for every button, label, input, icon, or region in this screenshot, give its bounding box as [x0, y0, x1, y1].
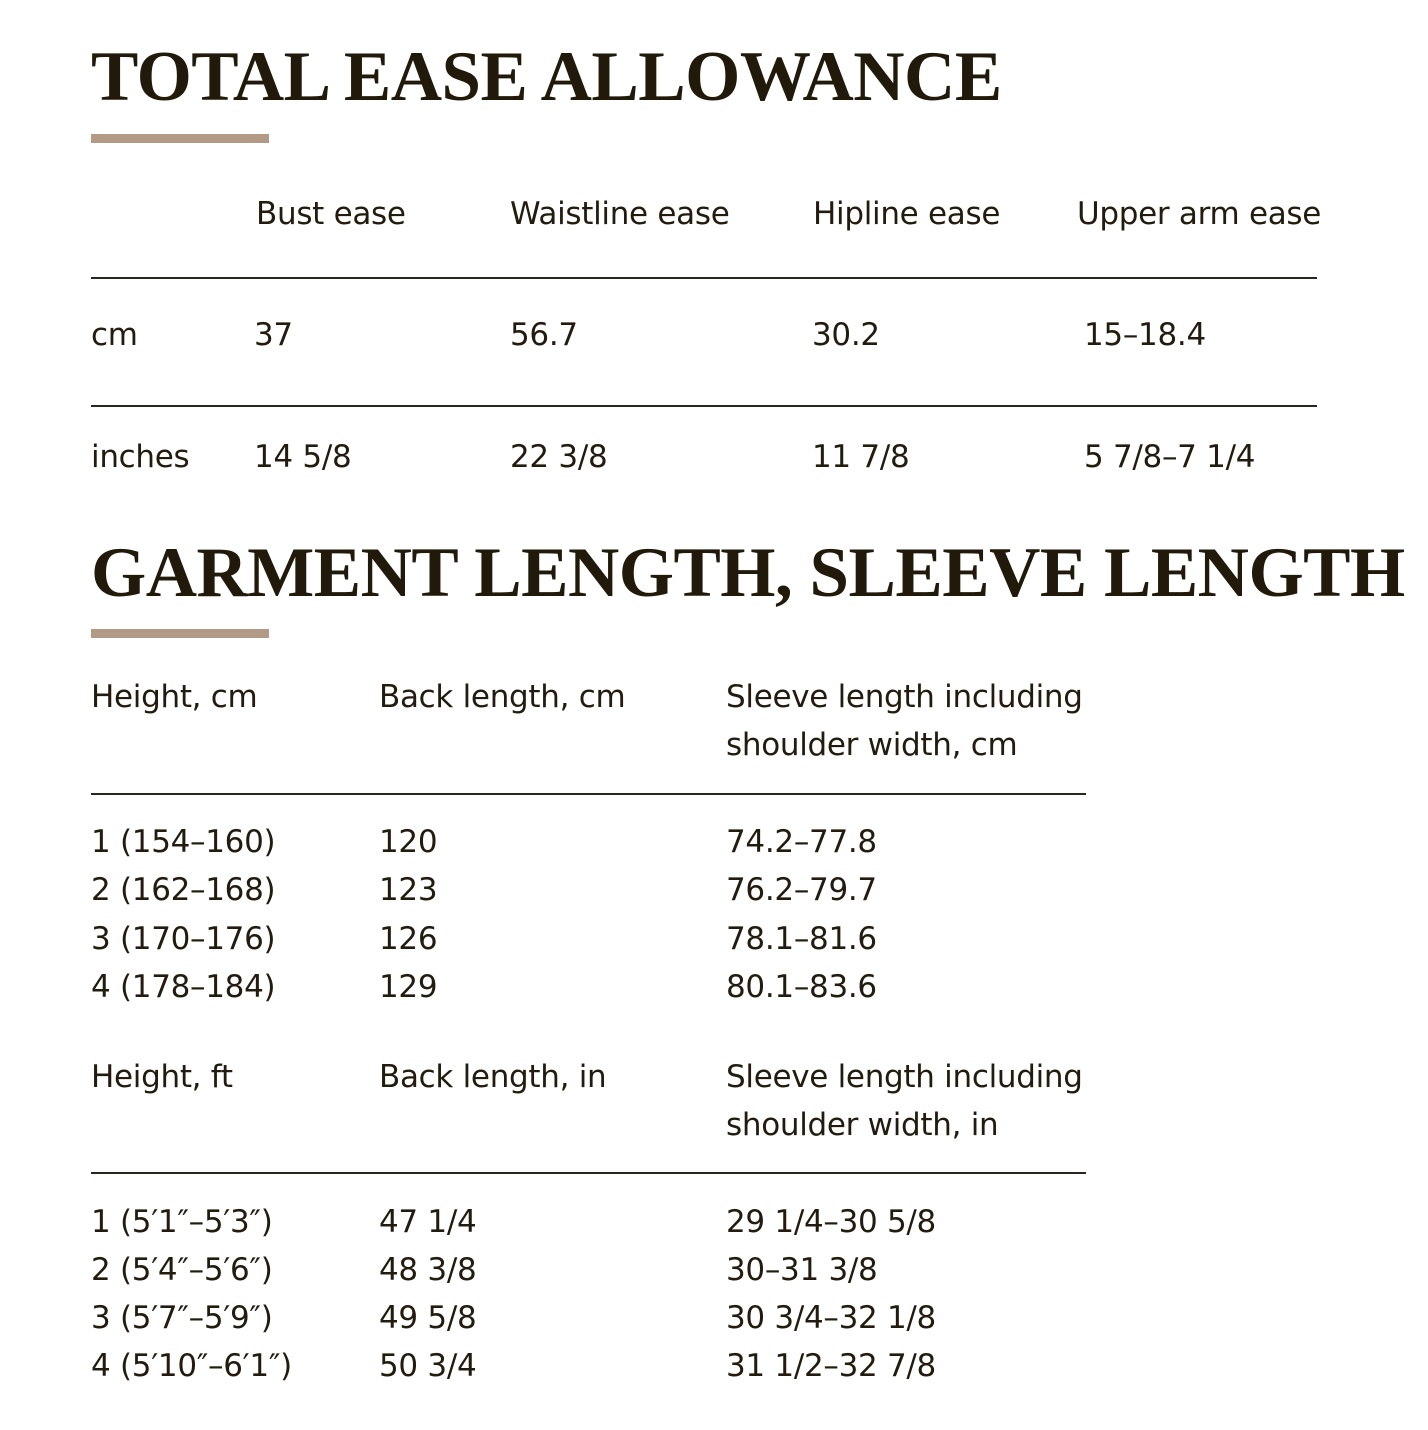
cell-back-length: 48 3/8 — [379, 1252, 477, 1288]
cell-height: 3 (5′7″–5′9″) — [91, 1300, 273, 1336]
cell-sleeve-length: 29 1/4–30 5/8 — [726, 1204, 936, 1240]
cell-sleeve-length: 31 1/2–32 7/8 — [726, 1348, 936, 1384]
cell-hip: 30.2 — [812, 317, 880, 353]
cell-back-length: 49 5/8 — [379, 1300, 477, 1336]
cell-height: 3 (170–176) — [91, 921, 276, 957]
cell-back-length: 123 — [379, 872, 438, 908]
column-header-bust: Bust ease — [256, 196, 406, 232]
column-header-back-length: Back length, cm — [379, 679, 626, 715]
cell-height: 2 (162–168) — [91, 872, 276, 908]
cell-height: 2 (5′4″–5′6″) — [91, 1252, 273, 1288]
cell-back-length: 47 1/4 — [379, 1204, 477, 1240]
table-divider — [91, 405, 1317, 407]
cell-waist: 56.7 — [510, 317, 578, 353]
cell-waist: 22 3/8 — [510, 439, 608, 475]
column-header-waist: Waistline ease — [510, 196, 730, 232]
section-title-ease: TOTAL EASE ALLOWANCE — [91, 38, 1002, 116]
column-header-back-length: Back length, in — [379, 1059, 607, 1095]
column-header-sleeve-length: Sleeve length including — [726, 679, 1083, 715]
column-header-height: Height, ft — [91, 1059, 233, 1095]
cell-height: 4 (5′10″–6′1″) — [91, 1348, 292, 1384]
cell-sleeve-length: 80.1–83.6 — [726, 969, 877, 1005]
column-header-sleeve-length-line2: shoulder width, in — [726, 1107, 999, 1143]
cell-bust: 14 5/8 — [254, 439, 352, 475]
cell-sleeve-length: 30 3/4–32 1/8 — [726, 1300, 936, 1336]
cell-sleeve-length: 78.1–81.6 — [726, 921, 877, 957]
row-unit-label: cm — [91, 317, 138, 353]
section-title-length: GARMENT LENGTH, SLEEVE LENGTH — [91, 534, 1405, 612]
cell-upper-arm: 5 7/8–7 1/4 — [1084, 439, 1256, 475]
cell-back-length: 126 — [379, 921, 438, 957]
cell-hip: 11 7/8 — [812, 439, 910, 475]
cell-sleeve-length: 30–31 3/8 — [726, 1252, 878, 1288]
column-header-sleeve-length-line2: shoulder width, cm — [726, 727, 1018, 763]
cell-back-length: 120 — [379, 824, 438, 860]
title-accent-bar — [91, 629, 269, 638]
column-header-hip: Hipline ease — [813, 196, 1001, 232]
title-accent-bar — [91, 134, 269, 143]
cell-height: 1 (5′1″–5′3″) — [91, 1204, 273, 1240]
cell-sleeve-length: 74.2–77.8 — [726, 824, 877, 860]
cell-height: 4 (178–184) — [91, 969, 276, 1005]
table-divider — [91, 793, 1086, 795]
cell-upper-arm: 15–18.4 — [1084, 317, 1206, 353]
table-divider — [91, 277, 1317, 279]
table-divider — [91, 1172, 1086, 1174]
column-header-height: Height, cm — [91, 679, 258, 715]
cell-back-length: 50 3/4 — [379, 1348, 477, 1384]
column-header-sleeve-length: Sleeve length including — [726, 1059, 1083, 1095]
cell-back-length: 129 — [379, 969, 438, 1005]
cell-height: 1 (154–160) — [91, 824, 276, 860]
cell-sleeve-length: 76.2–79.7 — [726, 872, 877, 908]
cell-bust: 37 — [254, 317, 293, 353]
row-unit-label: inches — [91, 439, 190, 475]
column-header-upper-arm: Upper arm ease — [1077, 196, 1322, 232]
